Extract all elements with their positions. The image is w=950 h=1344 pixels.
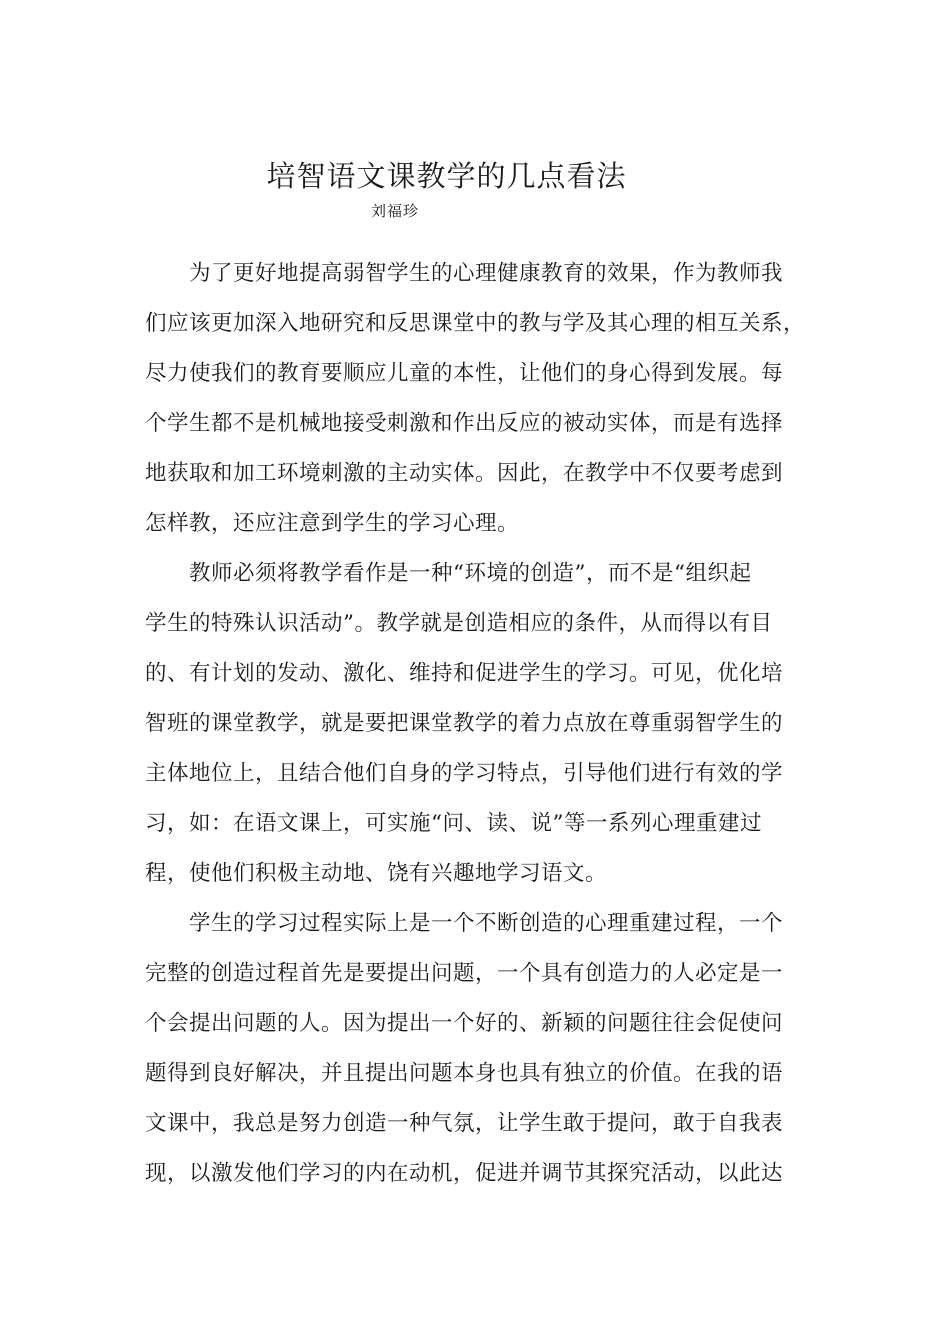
- paragraph-line: 学生的学习过程实际上是一个不断创造的心理重建过程，一个: [189, 911, 784, 936]
- paragraph-line: 文课中，我总是努力创造一种气氛，让学生敢于提问，敢于自我表: [145, 1111, 784, 1136]
- paragraph-line: 题得到良好解决，并且提出问题本身也具有独立的价值。在我的语: [145, 1061, 784, 1086]
- paragraph-line: 完整的创造过程首先是要提出问题，一个具有创造力的人必定是一: [145, 961, 784, 986]
- paragraph-line: 们应该更加深入地研究和反思课堂中的教与学及其心理的相互关系，: [145, 311, 806, 336]
- paragraph-line: 习，如：在语文课上，可实施“问、读、说”等一系列心理重建过: [145, 811, 762, 836]
- paragraph-line: 个会提出问题的人。因为提出一个好的、新颖的问题往往会促使问: [145, 1011, 784, 1036]
- paragraph-line: 程，使他们积极主动地、饶有兴趣地学习语文。: [145, 861, 608, 886]
- paragraph-line: 教师必须将教学看作是一种“环境的创造”，而不是“组织起: [189, 561, 752, 586]
- document-title: 培智语文课教学的几点看法: [266, 159, 627, 193]
- paragraph-line: 尽力使我们的教育要顺应儿童的本性，让他们的身心得到发展。每: [145, 361, 784, 386]
- paragraph-line: 的、有计划的发动、激化、维持和促进学生的学习。可见，优化培: [145, 661, 784, 686]
- paragraph-line: 个学生都不是机械地接受刺激和作出反应的被动实体，而是有选择: [145, 411, 784, 436]
- paragraph-line: 主体地位上，且结合他们自身的学习特点，引导他们进行有效的学: [145, 761, 784, 786]
- paragraph-line: 怎样教，还应注意到学生的学习心理。: [145, 511, 520, 536]
- paragraph-line: 地获取和加工环境刺激的主动实体。因此，在教学中不仅要考虑到: [145, 461, 784, 486]
- paragraph-line: 为了更好地提高弱智学生的心理健康教育的效果，作为教师我: [189, 261, 784, 286]
- paragraph-line: 学生的特殊认识活动”。教学就是创造相应的条件，从而得以有目: [145, 611, 773, 636]
- document-author: 刘福珍: [371, 202, 420, 220]
- paragraph-line: 智班的课堂教学，就是要把课堂教学的着力点放在尊重弱智学生的: [145, 711, 784, 736]
- paragraph-line: 现，以激发他们学习的内在动机，促进并调节其探究活动，以此达: [145, 1161, 784, 1186]
